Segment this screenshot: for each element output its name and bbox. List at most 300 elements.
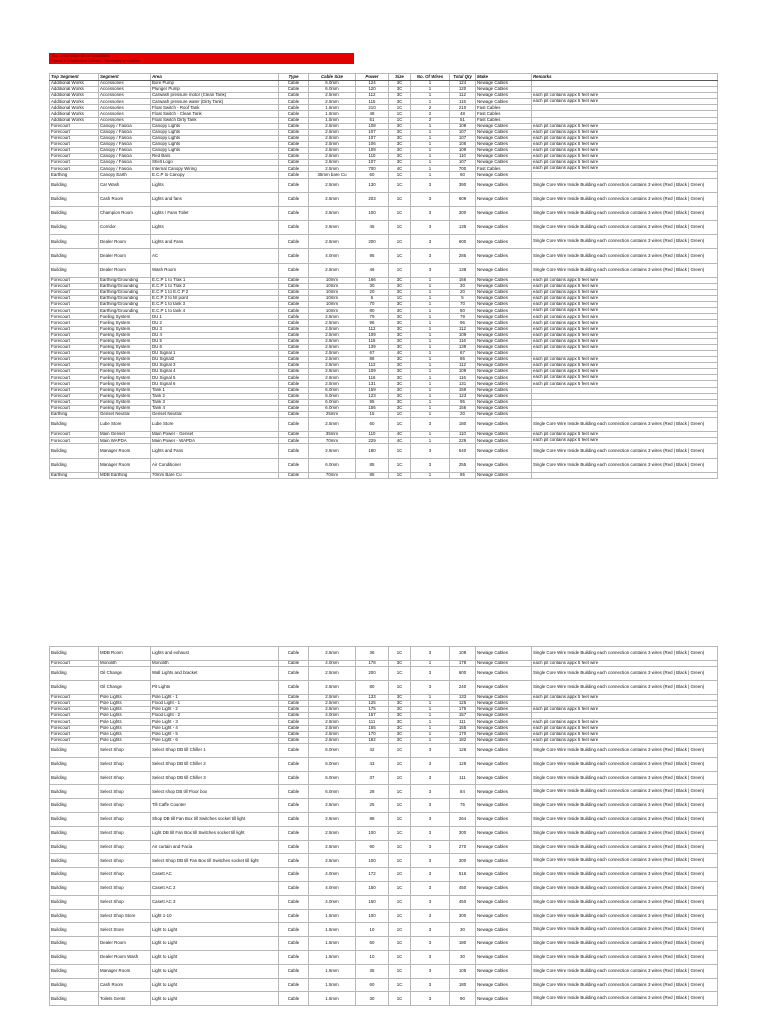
cell-remarks: each pit contains appx 5 feet wire xyxy=(532,432,718,438)
cell-type: Cable xyxy=(279,694,309,700)
cell-cable-size: 2.5mm xyxy=(309,840,356,854)
cell-make: Newage Cables xyxy=(476,978,532,992)
cell-make: Newage Cables xyxy=(476,154,532,160)
cell-total-qty: 138 xyxy=(450,263,476,277)
cell-area: Select Shop DB till Fan Box till Switches socket till light xyxy=(151,854,279,868)
cell-cable-size: 2.5mm xyxy=(309,666,356,680)
cell-size: 1C xyxy=(389,263,411,277)
cell-power: 116 xyxy=(356,375,389,381)
cell-total-qty: 107 xyxy=(450,160,476,166)
cell-cable-size: 6.0mm xyxy=(309,81,356,87)
cell-area: Air Conditioner xyxy=(151,458,279,472)
cell-total-qty: 90 xyxy=(450,992,476,1006)
cell-no-of-wires: 3 xyxy=(411,647,450,661)
cell-remarks: Single Core Wire Inside Building each connection contains 3 wires (Red | Black | Green) xyxy=(532,813,718,827)
cell-total-qty: 609 xyxy=(450,192,476,206)
cell-no-of-wires: 3 xyxy=(411,458,450,472)
cell-type: Cable xyxy=(279,277,309,283)
cell-total-qty: 131 xyxy=(450,381,476,387)
cell-power: 123 xyxy=(356,393,389,399)
cell-size: 3C xyxy=(389,399,411,405)
table-row xyxy=(50,895,718,909)
cell-size: 3C xyxy=(389,660,411,666)
cell-power: 229 xyxy=(356,438,389,444)
cell-type: Cable xyxy=(279,332,309,338)
cell-top-segment: Building xyxy=(50,444,99,458)
cell-top-segment: Building xyxy=(50,854,99,868)
cell-area: Light to Light xyxy=(151,992,279,1006)
cell-total-qty: 111 xyxy=(450,771,476,785)
cell-remarks: each pit contains appx 5 feet wire xyxy=(532,99,718,105)
cell-top-segment: Building xyxy=(50,923,99,937)
cell-power: 60 xyxy=(356,172,389,178)
cell-type: Cable xyxy=(279,813,309,827)
cell-remarks: each pit contains appx 5 feet wire xyxy=(532,320,718,326)
cell-area: Casett AC xyxy=(151,868,279,882)
cell-cable-size: 2.5mm xyxy=(309,369,356,375)
cell-type: Cable xyxy=(279,314,309,320)
table-row xyxy=(50,882,718,896)
cell-no-of-wires: 1 xyxy=(411,725,450,731)
cell-segment: Earthing/Grounding xyxy=(99,296,151,302)
cell-top-segment: Building xyxy=(50,868,99,882)
cell-make: Newage Cables xyxy=(476,332,532,338)
cell-no-of-wires: 3 xyxy=(411,951,450,965)
cell-area: 70mm Bare Cu xyxy=(151,472,279,478)
cell-top-segment: Building xyxy=(50,992,99,1006)
cell-type: Cable xyxy=(279,444,309,458)
cell-total-qty: 79 xyxy=(450,314,476,320)
cell-make: Newage Cables xyxy=(476,192,532,206)
cell-type: Cable xyxy=(279,249,309,263)
cell-remarks: Single Core Wire Inside Building each connection contains 3 wires (Red | Black | Green) xyxy=(532,666,718,680)
cell-make: Newage Cables xyxy=(476,235,532,249)
cell-cable-size: 2.5mm xyxy=(309,647,356,661)
cell-no-of-wires: 1 xyxy=(411,314,450,320)
cell-remarks: each pit contains appx 5 feet wire xyxy=(532,706,718,712)
cell-make: Newage Cables xyxy=(476,363,532,369)
cell-type: Cable xyxy=(279,731,309,737)
cell-power: 112 xyxy=(356,326,389,332)
cell-top-segment: Additional Works xyxy=(50,117,99,123)
cell-remarks: each pit contains appx 5 feet wire xyxy=(532,314,718,320)
cell-segment: Earthing/Grounding xyxy=(99,290,151,296)
cell-make: Newage Cables xyxy=(476,813,532,827)
cell-size: 3C xyxy=(389,369,411,375)
cell-top-segment: Forecourt xyxy=(50,332,99,338)
cell-area: DU Signal 4 xyxy=(151,369,279,375)
cell-size: 1C xyxy=(389,799,411,813)
cell-total-qty: 112 xyxy=(450,363,476,369)
cell-make: Newage Cables xyxy=(476,666,532,680)
cell-segment: Select Shop xyxy=(99,771,151,785)
cell-type: Cable xyxy=(279,393,309,399)
cell-make: Newage Cables xyxy=(476,694,532,700)
cell-type: Cable xyxy=(279,105,309,111)
cell-total-qty: 5 xyxy=(450,296,476,302)
cell-area: E.C.P 1 to tank 3 xyxy=(151,302,279,308)
cell-area: Canopy Lights xyxy=(151,129,279,135)
cell-segment: Pole Lights xyxy=(99,694,151,700)
cell-area: Main Power - Genset xyxy=(151,432,279,438)
cell-type: Cable xyxy=(279,737,309,743)
cell-no-of-wires: 3 xyxy=(411,909,450,923)
cell-cable-size: 1.5mm xyxy=(309,992,356,1006)
cell-segment: Canopy / Fascia xyxy=(99,166,151,172)
cell-cable-size: 2.5mm xyxy=(309,332,356,338)
cell-total-qty: 96 xyxy=(450,320,476,326)
cell-make: Newage Cables xyxy=(476,369,532,375)
cell-area: Float Switch - Clean Tank xyxy=(151,111,279,117)
cell-total-qty: 30 xyxy=(450,951,476,965)
cell-total-qty: 107 xyxy=(450,135,476,141)
cell-segment: Corridor xyxy=(99,221,151,235)
cell-type: Cable xyxy=(279,387,309,393)
cell-area: Plunger Pump xyxy=(151,87,279,93)
cell-size: 3C xyxy=(389,99,411,105)
cell-make: Newage Cables xyxy=(476,725,532,731)
cell-remarks: each pit contains appx 5 feet wire xyxy=(532,725,718,731)
cell-power: 36 xyxy=(356,647,389,661)
cell-top-segment: Forecourt xyxy=(50,302,99,308)
cell-segment: Canopy / Fascia xyxy=(99,154,151,160)
cell-area: DU 3 xyxy=(151,326,279,332)
cell-area: Canopy Lights xyxy=(151,148,279,154)
cell-make: Newage Cables xyxy=(476,129,532,135)
cell-power: 124 xyxy=(356,81,389,87)
cell-no-of-wires: 1 xyxy=(411,99,450,105)
cell-power: 109 xyxy=(356,332,389,338)
column-header-total-qty: Total Qty xyxy=(450,74,476,81)
cell-make: Newage Cables xyxy=(476,854,532,868)
cell-power: 109 xyxy=(356,148,389,154)
cell-make: Newage Cables xyxy=(476,660,532,666)
cell-top-segment: Building xyxy=(50,680,99,694)
cell-segment: Accessories xyxy=(99,81,151,87)
cell-type: Cable xyxy=(279,263,309,277)
cell-power: 85 xyxy=(356,472,389,478)
cell-segment: Pole Lights xyxy=(99,737,151,743)
cell-remarks: Single Core Wire Inside Building each connection contains 3 wires (Red | Black | Green) xyxy=(532,263,718,277)
cell-cable-size: 10mm xyxy=(309,290,356,296)
cell-top-segment: Additional Works xyxy=(50,87,99,93)
cell-segment: Select Shop xyxy=(99,744,151,758)
cell-top-segment: Forecourt xyxy=(50,166,99,172)
cell-type: Cable xyxy=(279,868,309,882)
cell-top-segment: Forecourt xyxy=(50,737,99,743)
cell-power: 131 xyxy=(356,381,389,387)
cell-top-segment: Forecourt xyxy=(50,399,99,405)
cell-top-segment: Forecourt xyxy=(50,277,99,283)
cell-power: 159 xyxy=(356,387,389,393)
cell-top-segment: Building xyxy=(50,744,99,758)
cell-make: Newage Cables xyxy=(476,713,532,719)
cell-size: 3C xyxy=(389,731,411,737)
cell-no-of-wires: 1 xyxy=(411,381,450,387)
cell-top-segment: Building xyxy=(50,178,99,192)
cell-make: Newage Cables xyxy=(476,160,532,166)
table-row xyxy=(50,964,718,978)
cell-total-qty: 109 xyxy=(450,369,476,375)
cell-area: Pole Light - 4 xyxy=(151,725,279,731)
cell-segment: Accessories xyxy=(99,111,151,117)
cell-segment: Fueling System xyxy=(99,338,151,344)
cell-type: Cable xyxy=(279,785,309,799)
cell-cable-size: 2.5mm xyxy=(309,826,356,840)
cell-make: Newage Cables xyxy=(476,178,532,192)
column-header-remarks: Remarks xyxy=(532,74,718,81)
cell-no-of-wires: 3 xyxy=(411,444,450,458)
cell-type: Cable xyxy=(279,221,309,235)
cell-no-of-wires: 3 xyxy=(411,757,450,771)
cell-no-of-wires: 3 xyxy=(411,937,450,951)
cell-segment: Earthing/Grounding xyxy=(99,302,151,308)
cell-type: Cable xyxy=(279,405,309,411)
cell-type: Cable xyxy=(279,81,309,87)
cell-make: Newage Cables xyxy=(476,326,532,332)
cell-cable-size: 2.5mm xyxy=(309,192,356,206)
cell-cable-size: 2.5mm xyxy=(309,235,356,249)
cell-cable-size: 6.0mm xyxy=(309,387,356,393)
cell-area: Pit Lights xyxy=(151,680,279,694)
cell-cable-size: 2.5mm xyxy=(309,357,356,363)
cell-size: 1C xyxy=(389,680,411,694)
cell-power: 210 xyxy=(356,105,389,111)
cell-total-qty: 156 xyxy=(450,405,476,411)
cell-top-segment: Building xyxy=(50,882,99,896)
cell-area: Lights and Fans xyxy=(151,444,279,458)
cell-no-of-wires: 3 xyxy=(411,840,450,854)
cell-top-segment: Building xyxy=(50,895,99,909)
cell-cable-size: 1.5mm xyxy=(309,951,356,965)
cell-size: 3C xyxy=(389,387,411,393)
cell-total-qty: 450 xyxy=(450,895,476,909)
cell-cable-size: 6.0mm xyxy=(309,87,356,93)
cell-make: Newage Cables xyxy=(476,840,532,854)
cell-no-of-wires: 1 xyxy=(411,350,450,356)
cell-top-segment: Forecourt xyxy=(50,700,99,706)
cell-top-segment: Forecourt xyxy=(50,719,99,725)
cell-total-qty: 109 xyxy=(450,148,476,154)
cell-no-of-wires: 1 xyxy=(411,332,450,338)
cell-cable-size: 2.5mm xyxy=(309,417,356,431)
cell-no-of-wires: 1 xyxy=(411,375,450,381)
cell-power: 175 xyxy=(356,706,389,712)
cell-segment: MDB Earthing xyxy=(99,472,151,478)
cell-power: 150 xyxy=(356,882,389,896)
cell-top-segment: Forecourt xyxy=(50,283,99,289)
cell-type: Cable xyxy=(279,117,309,123)
cell-segment: Fueling System xyxy=(99,405,151,411)
cell-segment: Pole Lights xyxy=(99,713,151,719)
column-header-top-segment: Top Segment xyxy=(50,74,99,81)
table-row xyxy=(50,813,718,827)
cell-total-qty: 108 xyxy=(450,647,476,661)
cell-no-of-wires: 1 xyxy=(411,719,450,725)
cell-make: Newage Cables xyxy=(476,444,532,458)
cell-total-qty: 175 xyxy=(450,706,476,712)
cell-area: Select Shop DB till Chiller 3 xyxy=(151,771,279,785)
cell-top-segment: Forecourt xyxy=(50,369,99,375)
cell-remarks: Single Core Wire Inside Building each connection contains 3 wires (Red | Black | Green) xyxy=(532,937,718,951)
cell-remarks: each pit contains appx 5 feet wire xyxy=(532,363,718,369)
cell-cable-size: 10mm xyxy=(309,296,356,302)
table-row xyxy=(50,206,718,220)
cell-total-qty: 133 xyxy=(450,694,476,700)
cell-area: Monolith xyxy=(151,660,279,666)
cell-type: Cable xyxy=(279,458,309,472)
cell-remarks: each pit contains appx 5 feet wire xyxy=(532,375,718,381)
banner-subtitle: Power & Distribution Cables - Summary of Cables xyxy=(51,58,140,63)
cell-total-qty: 182 xyxy=(450,737,476,743)
cell-power: 10 xyxy=(356,923,389,937)
cell-no-of-wires: 3 xyxy=(411,263,450,277)
cell-size: 1C xyxy=(389,117,411,123)
cell-area: Flood Light - 1 xyxy=(151,700,279,706)
cell-type: Cable xyxy=(279,129,309,135)
cell-power: 95 xyxy=(356,399,389,405)
table-row xyxy=(50,458,718,472)
cell-type: Cable xyxy=(279,840,309,854)
cell-no-of-wires: 3 xyxy=(411,799,450,813)
cell-type: Cable xyxy=(279,647,309,661)
cell-no-of-wires: 3 xyxy=(411,249,450,263)
cell-cable-size: 2.5mm xyxy=(309,338,356,344)
cell-no-of-wires: 1 xyxy=(411,393,450,399)
cell-total-qty: 178 xyxy=(450,660,476,666)
cell-cable-size: 1.5mm xyxy=(309,117,356,123)
cell-size: 3C xyxy=(389,123,411,129)
cell-type: Cable xyxy=(279,417,309,431)
cell-segment: Fueling System xyxy=(99,314,151,320)
cell-no-of-wires: 1 xyxy=(411,438,450,444)
cell-type: Cable xyxy=(279,719,309,725)
cell-power: 112 xyxy=(356,93,389,99)
cell-size: 3C xyxy=(389,357,411,363)
cell-power: 107 xyxy=(356,135,389,141)
cell-segment: Earthing/Grounding xyxy=(99,283,151,289)
cell-size: 3C xyxy=(389,713,411,719)
cell-no-of-wires: 1 xyxy=(411,87,450,93)
cell-remarks: each pit contains appx 5 feet wire xyxy=(532,166,718,172)
cell-make: Newage Cables xyxy=(476,172,532,178)
cell-size: 3C xyxy=(389,129,411,135)
cell-top-segment: Additional Works xyxy=(50,99,99,105)
cell-cable-size: 1.5mm xyxy=(309,937,356,951)
cell-area: DU Signal 6 xyxy=(151,381,279,387)
cell-make: Newage Cables xyxy=(476,249,532,263)
cell-size: 3C xyxy=(389,154,411,160)
cell-total-qty: 112 xyxy=(450,326,476,332)
cell-remarks: Single Core Wire Inside Building each connection contains 3 wires (Red | Black | Green) xyxy=(532,951,718,965)
cell-make: Newage Cables xyxy=(476,680,532,694)
cell-total-qty: 108 xyxy=(450,123,476,129)
cell-total-qty: 116 xyxy=(450,338,476,344)
cell-type: Cable xyxy=(279,799,309,813)
cell-top-segment: Building xyxy=(50,771,99,785)
cell-make: Newage Cables xyxy=(476,405,532,411)
cell-top-segment: Additional Works xyxy=(50,105,99,111)
cell-area: Lights and Fans xyxy=(151,235,279,249)
cell-area: Red Bars xyxy=(151,154,279,160)
cell-make: Newage Cables xyxy=(476,344,532,350)
cell-area: Pole Light - 5 xyxy=(151,731,279,737)
cell-top-segment: Building xyxy=(50,826,99,840)
cell-area: Pole Light - 2 xyxy=(151,706,279,712)
cell-size: 1C xyxy=(389,172,411,178)
cell-cable-size: 1.5mm xyxy=(309,105,356,111)
cell-segment: Car Wash xyxy=(99,178,151,192)
cell-power: 37 xyxy=(356,771,389,785)
cell-cable-size: 2.5mm xyxy=(309,314,356,320)
cell-total-qty: 450 xyxy=(450,882,476,896)
cell-area: DU 2 xyxy=(151,320,279,326)
cell-no-of-wires: 1 xyxy=(411,694,450,700)
cell-type: Cable xyxy=(279,290,309,296)
cell-power: 42 xyxy=(356,744,389,758)
cell-total-qty: 60 xyxy=(450,172,476,178)
cell-total-qty: 135 xyxy=(450,221,476,235)
cell-power: 51 xyxy=(356,117,389,123)
cell-segment: Accessories xyxy=(99,93,151,99)
cell-total-qty: 139 xyxy=(450,344,476,350)
cell-power: 25 xyxy=(356,799,389,813)
cell-power: 130 xyxy=(356,178,389,192)
cell-top-segment: Building xyxy=(50,206,99,220)
cell-segment: Select Store xyxy=(99,923,151,937)
cell-segment: Cash Room xyxy=(99,192,151,206)
cable-table-page-2 xyxy=(49,646,717,1006)
cell-area: Light 1-10 xyxy=(151,909,279,923)
cell-size: 1C xyxy=(389,813,411,827)
cell-cable-size: 70mm xyxy=(309,472,356,478)
cell-cable-size: 6.0mm xyxy=(309,744,356,758)
cell-remarks: Single Core Wire Inside Building each connection contains 3 wires (Red | Black | Green) xyxy=(532,895,718,909)
cell-segment: Fueling System xyxy=(99,375,151,381)
cell-remarks: each pit contains appx 5 feet wire xyxy=(532,129,718,135)
cell-make: Newage Cables xyxy=(476,432,532,438)
cell-segment: Canopy Earth xyxy=(99,172,151,178)
cell-size: 3C xyxy=(389,160,411,166)
cell-cable-size: 4.0mm xyxy=(309,882,356,896)
cell-size: 1C xyxy=(389,458,411,472)
cell-make: Newage Cables xyxy=(476,381,532,387)
cell-size: 1C xyxy=(389,826,411,840)
cell-remarks: Single Core Wire Inside Building each connection contains 3 wires (Red | Black | Green) xyxy=(532,680,718,694)
cell-cable-size: 2.5mm xyxy=(309,320,356,326)
cell-make: Newage Cables xyxy=(476,700,532,706)
table-row xyxy=(50,744,718,758)
cell-cable-size: 2.5mm xyxy=(309,381,356,387)
cell-area: Canopy Lights xyxy=(151,123,279,129)
cell-type: Cable xyxy=(279,700,309,706)
cell-make: Newage Cables xyxy=(476,308,532,314)
cell-make: Newage Cables xyxy=(476,757,532,771)
cell-area: Tank 3 xyxy=(151,399,279,405)
cell-make: Newage Cables xyxy=(476,93,532,99)
cell-power: 116 xyxy=(356,338,389,344)
cell-no-of-wires: 1 xyxy=(411,399,450,405)
cell-no-of-wires: 1 xyxy=(411,344,450,350)
cell-no-of-wires: 1 xyxy=(411,283,450,289)
cell-top-segment: Forecourt xyxy=(50,660,99,666)
cell-no-of-wires: 3 xyxy=(411,882,450,896)
cell-segment: Oil Change xyxy=(99,666,151,680)
table-row xyxy=(50,854,718,868)
cell-power: 80 xyxy=(356,680,389,694)
cell-power: 60 xyxy=(356,978,389,992)
cell-make: Newage Cables xyxy=(476,393,532,399)
